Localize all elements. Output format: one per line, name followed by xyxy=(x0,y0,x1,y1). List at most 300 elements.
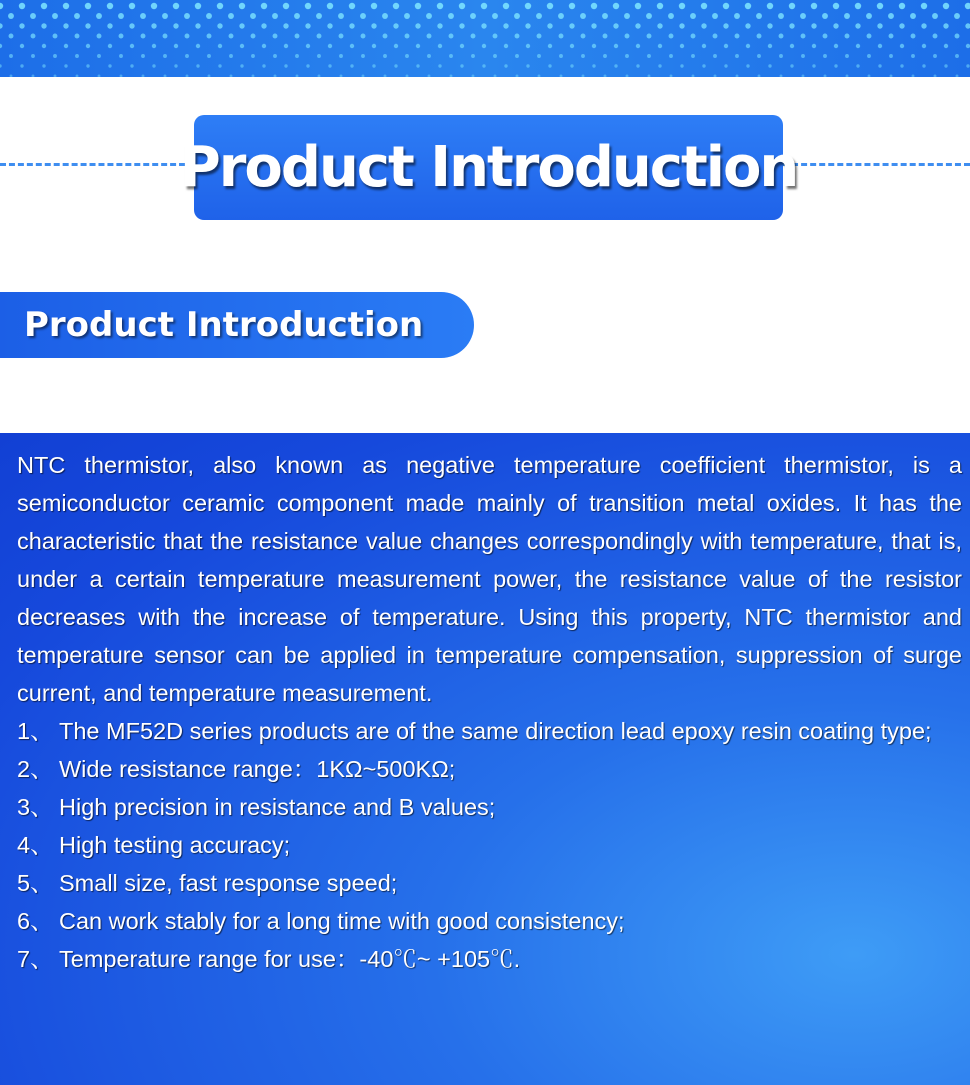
decorative-dot xyxy=(41,23,46,28)
section-header-tab xyxy=(0,292,474,358)
decorative-dot xyxy=(955,34,960,39)
dashed-divider-left xyxy=(0,163,194,166)
decorative-dot xyxy=(318,75,321,77)
decorative-dot xyxy=(548,44,552,48)
decorative-dot xyxy=(250,13,256,19)
decorative-dot xyxy=(525,3,531,9)
feature-number: 6、 xyxy=(17,908,54,934)
decorative-dot xyxy=(899,3,905,9)
decorative-dot xyxy=(471,34,476,39)
decorative-dot xyxy=(174,44,178,48)
decorative-dot xyxy=(306,44,310,48)
decorative-dot xyxy=(714,75,717,77)
decorative-dot xyxy=(383,34,388,39)
decorative-dot xyxy=(613,3,619,9)
decorative-dot xyxy=(724,64,727,67)
decorative-dot xyxy=(251,54,255,58)
decorative-dot xyxy=(492,13,498,19)
decorative-dot xyxy=(801,54,805,58)
decorative-dot xyxy=(96,13,102,19)
decorative-dot xyxy=(778,13,784,19)
decorative-dot xyxy=(53,34,58,39)
decorative-dot xyxy=(758,75,761,77)
decorative-dot xyxy=(97,34,102,39)
decorative-dot xyxy=(404,13,410,19)
decorative-dot xyxy=(98,75,101,77)
decorative-dot xyxy=(339,54,343,58)
decorative-dot xyxy=(657,3,663,9)
decorative-dot xyxy=(844,13,850,19)
decorative-dot xyxy=(349,23,354,28)
decorative-dot xyxy=(910,13,916,19)
decorative-dot xyxy=(208,75,211,77)
main-title: Product Introduction xyxy=(179,135,798,200)
decorative-dot xyxy=(613,23,618,28)
decorative-dot xyxy=(866,13,872,19)
decorative-dot xyxy=(713,34,718,39)
decorative-dot xyxy=(658,44,662,48)
decorative-dot xyxy=(151,23,156,28)
decorative-dot xyxy=(702,44,706,48)
decorative-dot xyxy=(570,44,574,48)
decorative-dot xyxy=(845,54,849,58)
decorative-dot xyxy=(560,75,563,77)
feature-item xyxy=(17,864,962,902)
decorative-dot xyxy=(767,23,772,28)
decorative-dot xyxy=(713,54,717,58)
decorative-dot xyxy=(295,54,299,58)
decorative-dot xyxy=(746,44,750,48)
decorative-dot xyxy=(273,54,277,58)
decorative-dot xyxy=(64,44,68,48)
decorative-dot xyxy=(756,13,762,19)
decorative-dot xyxy=(382,13,388,19)
decorative-dot xyxy=(702,64,705,67)
decorative-dot xyxy=(494,75,497,77)
decorative-dot xyxy=(274,75,277,77)
decorative-dot xyxy=(636,44,640,48)
decorative-dot xyxy=(415,3,421,9)
feature-item xyxy=(17,940,962,978)
decorative-dot xyxy=(394,44,398,48)
decorative-dot xyxy=(361,54,365,58)
decorative-dot xyxy=(108,44,112,48)
feature-item xyxy=(17,712,962,750)
decorative-dot xyxy=(371,23,376,28)
decorative-dot xyxy=(965,3,970,9)
decorative-dot xyxy=(360,13,366,19)
decorative-dot xyxy=(800,13,806,19)
decorative-dot xyxy=(932,13,938,19)
decorative-dot xyxy=(371,3,377,9)
decorative-dot xyxy=(272,13,278,19)
decorative-dot xyxy=(239,23,244,28)
decorative-dot xyxy=(164,75,167,77)
decorative-dot xyxy=(591,3,597,9)
decorative-dot xyxy=(624,13,630,19)
decorative-dot xyxy=(416,44,420,48)
decorative-dot xyxy=(734,13,740,19)
decorative-dot xyxy=(228,13,234,19)
feature-item xyxy=(17,902,962,940)
decorative-dot xyxy=(647,54,651,58)
decorative-dot xyxy=(855,3,861,9)
feature-text: High precision in resistance and B values; xyxy=(59,794,496,820)
decorative-dot xyxy=(8,13,14,19)
decorative-dot xyxy=(691,54,695,58)
decorative-dot xyxy=(646,13,652,19)
decorative-dot xyxy=(856,44,860,48)
feature-item xyxy=(17,788,962,826)
decorative-dot xyxy=(305,3,311,9)
decorative-dot xyxy=(294,13,300,19)
feature-number: 4、 xyxy=(17,832,54,858)
decorative-dot xyxy=(911,34,916,39)
decorative-dot xyxy=(712,13,718,19)
decorative-dot xyxy=(406,75,409,77)
decorative-dot xyxy=(185,54,189,58)
main-title-banner xyxy=(179,115,798,220)
decorative-dot xyxy=(868,75,871,77)
decorative-dot xyxy=(900,44,904,48)
decorative-dot xyxy=(229,34,234,39)
decorative-dot xyxy=(811,3,817,9)
decorative-dot xyxy=(822,13,828,19)
decorative-dot xyxy=(912,75,915,77)
decorative-dot xyxy=(460,44,464,48)
decorative-dot xyxy=(273,34,278,39)
decorative-dot xyxy=(954,13,960,19)
decorative-dot xyxy=(42,44,46,48)
decorative-dot xyxy=(19,3,25,9)
decorative-dot xyxy=(130,44,134,48)
decorative-dot xyxy=(856,64,859,67)
decorative-dot xyxy=(679,3,685,9)
decorative-dot xyxy=(416,64,419,67)
decorative-dot xyxy=(812,64,815,67)
decorative-dot xyxy=(438,44,442,48)
decorative-dot xyxy=(31,54,35,58)
decorative-dot xyxy=(141,34,146,39)
decorative-dot xyxy=(745,23,750,28)
decorative-dot xyxy=(614,44,618,48)
decorative-dot xyxy=(933,54,937,58)
feature-text: Wide resistance range：1KΩ~500KΩ; xyxy=(59,756,456,782)
decorative-dot xyxy=(833,23,838,28)
feature-item xyxy=(17,750,962,788)
decorative-dot xyxy=(41,3,47,9)
decorative-dot xyxy=(64,64,67,67)
feature-text: The MF52D series products are of the same direction lead epoxy resin coating type; xyxy=(59,718,932,744)
decorative-dot xyxy=(514,13,520,19)
decorative-dot xyxy=(174,64,177,67)
decorative-dot xyxy=(283,3,289,9)
decorative-dot xyxy=(790,44,794,48)
decorative-dot xyxy=(625,34,630,39)
decorative-dot xyxy=(54,75,57,77)
decorative-dot xyxy=(503,23,508,28)
decorative-dot xyxy=(482,64,485,67)
decorative-dot xyxy=(626,75,629,77)
decorative-dot xyxy=(867,34,872,39)
decorative-dot xyxy=(108,64,111,67)
decorative-dot xyxy=(525,23,530,28)
decorative-dot xyxy=(471,54,475,58)
decorative-dot xyxy=(867,54,871,58)
decorative-dot xyxy=(701,23,706,28)
decorative-dot xyxy=(581,54,585,58)
decorative-dot xyxy=(85,23,90,28)
decorative-dot xyxy=(350,64,353,67)
decorative-dot xyxy=(889,54,893,58)
dot-pattern xyxy=(0,0,970,77)
decorative-dot xyxy=(75,34,80,39)
decorative-dot xyxy=(152,64,155,67)
decorative-dot xyxy=(140,13,146,19)
decorative-dot xyxy=(296,75,299,77)
decorative-dot xyxy=(834,64,837,67)
decorative-dot xyxy=(328,64,331,67)
decorative-dot xyxy=(922,64,925,67)
decorative-dot xyxy=(834,44,838,48)
decorative-dot xyxy=(934,75,937,77)
decorative-dot xyxy=(448,13,454,19)
decorative-dot xyxy=(261,3,267,9)
decorative-dot xyxy=(888,13,894,19)
decorative-dot xyxy=(943,23,948,28)
decorative-dot xyxy=(19,23,24,28)
decorative-dot xyxy=(317,34,322,39)
decorative-dot xyxy=(86,44,90,48)
decorative-dot xyxy=(591,23,596,28)
decorative-dot xyxy=(107,3,113,9)
feature-list xyxy=(17,712,962,978)
decorative-dot xyxy=(679,23,684,28)
decorative-dot xyxy=(790,64,793,67)
decorative-dot xyxy=(195,23,200,28)
decorative-dot xyxy=(789,3,795,9)
decorative-dot xyxy=(801,34,806,39)
decorative-dot xyxy=(152,44,156,48)
decorative-dot xyxy=(184,13,190,19)
decorative-dot xyxy=(526,44,530,48)
decorative-dot xyxy=(811,23,816,28)
decorative-dot xyxy=(459,3,465,9)
decorative-dot xyxy=(559,34,564,39)
decorative-dot xyxy=(878,64,881,67)
decorative-dot xyxy=(690,13,696,19)
decorative-dot xyxy=(635,3,641,9)
feature-number: 7、 xyxy=(17,946,54,972)
decorative-dot xyxy=(20,44,24,48)
decorative-dot xyxy=(459,23,464,28)
decorative-dot xyxy=(956,75,959,77)
decorative-dot xyxy=(162,13,168,19)
decorative-dot xyxy=(668,13,674,19)
decorative-dot xyxy=(129,23,134,28)
decorative-dot xyxy=(878,44,882,48)
decorative-dot xyxy=(955,54,959,58)
decorative-dot xyxy=(470,13,476,19)
decorative-dot xyxy=(625,54,629,58)
decorative-dot xyxy=(515,34,520,39)
decorative-dot xyxy=(217,3,223,9)
decorative-dot xyxy=(405,34,410,39)
decorative-dot xyxy=(580,13,586,19)
decorative-dot xyxy=(603,54,607,58)
decorative-dot xyxy=(691,34,696,39)
decorative-dot xyxy=(427,34,432,39)
decorative-dot xyxy=(63,3,69,9)
decorative-dot xyxy=(890,75,893,77)
decorative-dot xyxy=(493,34,498,39)
decorative-dot xyxy=(735,34,740,39)
decorative-dot xyxy=(845,34,850,39)
decorative-dot xyxy=(537,34,542,39)
decorative-dot xyxy=(42,64,45,67)
decorative-dot xyxy=(680,64,683,67)
decorative-dot xyxy=(240,44,244,48)
decorative-dot xyxy=(449,34,454,39)
decorative-dot xyxy=(877,23,882,28)
decorative-dot xyxy=(569,3,575,9)
decorative-dot xyxy=(151,3,157,9)
decorative-dot xyxy=(745,3,751,9)
decorative-dot xyxy=(163,34,168,39)
decorative-dot xyxy=(427,54,431,58)
decorative-dot xyxy=(196,64,199,67)
decorative-dot xyxy=(251,34,256,39)
decorative-dot xyxy=(85,3,91,9)
decorative-dot xyxy=(283,23,288,28)
decorative-dot xyxy=(944,44,948,48)
decorative-dot xyxy=(592,44,596,48)
decorative-dot xyxy=(218,64,221,67)
decorative-dot xyxy=(361,34,366,39)
decorative-dot xyxy=(195,3,201,9)
decorative-dot xyxy=(239,3,245,9)
decorative-dot xyxy=(206,13,212,19)
decorative-dot xyxy=(261,23,266,28)
intro-paragraph: NTC thermistor, also known as negative temperature coefficient thermistor, is a semiconductor ceramic component made mainly of transition metal oxides. It has the characteristic that the resistance value changes correspondingly with temperature, that is, under a certain temperature measurement power, the resistance value of the resistor decreases with the increase of temperature. Using this property, NTC thermistor and temperature sensor can be applied in temperature compensation, suppression of surge current, and temperature measurement. xyxy=(17,452,962,706)
decorative-dot xyxy=(240,64,243,67)
decorative-dot xyxy=(437,23,442,28)
decorative-dot xyxy=(10,75,13,77)
decorative-dot xyxy=(119,54,123,58)
decorative-dot xyxy=(658,64,661,67)
decorative-dot xyxy=(482,44,486,48)
decorative-dot xyxy=(76,75,79,77)
decorative-dot xyxy=(899,23,904,28)
decorative-dot xyxy=(789,23,794,28)
decorative-dot xyxy=(186,75,189,77)
decorative-dot xyxy=(306,64,309,67)
feature-number: 2、 xyxy=(17,756,54,782)
decorative-dot xyxy=(0,3,3,9)
decorative-dot xyxy=(780,75,783,77)
decorative-dot xyxy=(340,75,343,77)
decorative-dot xyxy=(173,3,179,9)
dashed-divider-right xyxy=(783,163,970,166)
decorative-dot xyxy=(592,64,595,67)
decorative-dot xyxy=(31,34,36,39)
decorative-dot xyxy=(327,3,333,9)
decorative-dot xyxy=(648,75,651,77)
decorative-dot xyxy=(120,75,123,77)
decorative-dot xyxy=(757,54,761,58)
decorative-dot xyxy=(74,13,80,19)
decorative-dot xyxy=(481,3,487,9)
decorative-dot xyxy=(493,54,497,58)
decorative-dot xyxy=(163,54,167,58)
decorative-dot xyxy=(428,75,431,77)
decorative-dot xyxy=(670,75,673,77)
decorative-dot xyxy=(680,44,684,48)
decorative-dot xyxy=(63,23,68,28)
decorative-dot xyxy=(229,54,233,58)
decorative-dot xyxy=(503,3,509,9)
decorative-dot xyxy=(118,13,124,19)
decorative-dot xyxy=(262,44,266,48)
decorative-dot xyxy=(437,3,443,9)
decorative-dot xyxy=(538,75,541,77)
decorative-dot xyxy=(196,44,200,48)
decorative-dot xyxy=(933,34,938,39)
decorative-dot xyxy=(9,54,13,58)
decorative-dot xyxy=(0,44,2,48)
decorative-dot xyxy=(230,75,233,77)
decorative-dot xyxy=(846,75,849,77)
decorative-dot xyxy=(823,34,828,39)
decorative-dot xyxy=(735,54,739,58)
decorative-dot xyxy=(185,34,190,39)
feature-text: Can work stably for a long time with good consistency; xyxy=(59,908,625,934)
decorative-dot xyxy=(393,3,399,9)
decorative-dot xyxy=(119,34,124,39)
decorative-dot xyxy=(32,75,35,77)
section-title: Product Introduction xyxy=(24,305,424,345)
decorative-dot xyxy=(339,34,344,39)
decorative-dot xyxy=(173,23,178,28)
decorative-dot xyxy=(438,64,441,67)
decorative-dot xyxy=(450,75,453,77)
decorative-dot xyxy=(384,75,387,77)
decorative-dot xyxy=(426,13,432,19)
decorative-dot xyxy=(349,3,355,9)
decorative-dot xyxy=(636,64,639,67)
decorative-dot xyxy=(669,34,674,39)
decorative-dot xyxy=(603,34,608,39)
decorative-dot xyxy=(966,44,970,48)
decorative-dot xyxy=(129,3,135,9)
decorative-dot xyxy=(723,23,728,28)
decorative-dot xyxy=(767,3,773,9)
decorative-dot xyxy=(922,44,926,48)
feature-number: 5、 xyxy=(17,870,54,896)
decorative-dot xyxy=(536,13,542,19)
decorative-dot xyxy=(569,23,574,28)
decorative-dot xyxy=(504,44,508,48)
decorative-dot xyxy=(537,54,541,58)
decorative-dot xyxy=(393,23,398,28)
decorative-dot xyxy=(966,64,969,67)
decorative-dot xyxy=(812,44,816,48)
decorative-dot xyxy=(328,44,332,48)
decorative-dot xyxy=(889,34,894,39)
decorative-dot xyxy=(316,13,322,19)
decorative-dot xyxy=(9,34,14,39)
decorative-dot xyxy=(338,13,344,19)
